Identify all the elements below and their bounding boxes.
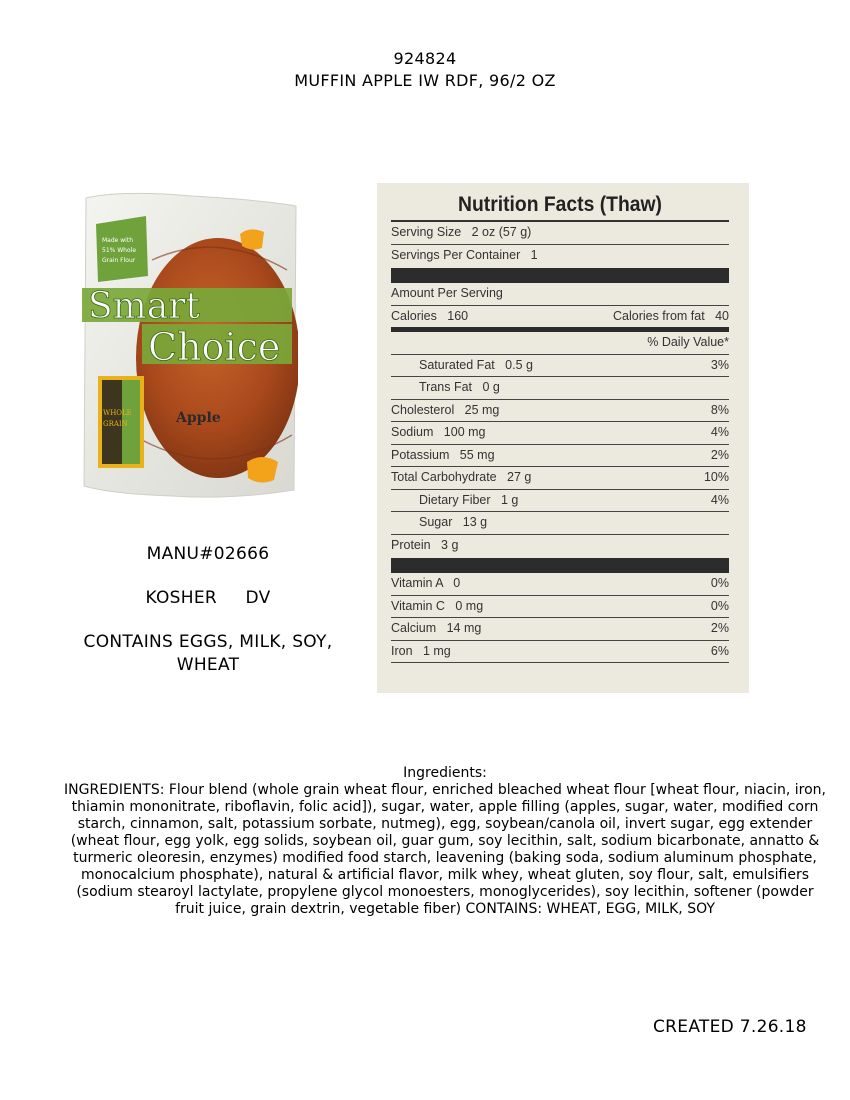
amount-per-serving: Amount Per Serving	[391, 286, 503, 300]
nutrient-row	[391, 617, 729, 640]
divider-bar	[391, 268, 729, 283]
nutrition-facts-panel	[377, 183, 749, 693]
nutrient-label: Sodium 100 mg	[391, 425, 486, 439]
nutrient-label: Vitamin A 0	[391, 576, 461, 590]
nutrient-row	[391, 511, 729, 534]
calories: Calories 160	[391, 308, 469, 323]
brand-text-smart: Smart	[88, 286, 200, 327]
nutrient-daily-value: 2%	[710, 447, 729, 462]
nutrient-daily-value: 10%	[703, 470, 729, 484]
nutrient-daily-value: 6%	[710, 643, 729, 658]
nutrient-daily-value: 4%	[710, 492, 729, 507]
nutrient-row	[391, 354, 729, 377]
calories-row	[391, 305, 729, 328]
whole-grain-stamp: WHOLE	[103, 409, 132, 417]
allergen-statement: CONTAINS EGGS, MILK, SOY, WHEAT	[83, 632, 333, 675]
nutrient-row	[391, 640, 729, 664]
nutrient-label: Trans Fat 0 g	[419, 380, 500, 394]
product-title: MUFFIN APPLE IW RDF, 96/2 OZ	[294, 71, 556, 90]
nutrient-label: Dietary Fiber 1 g	[419, 492, 519, 507]
nutrient-row	[391, 489, 729, 512]
brand-text-choice: Choice	[148, 325, 281, 369]
nutrient-daily-value: 8%	[710, 402, 729, 417]
dv-label: DV	[245, 588, 271, 608]
ingredients-text: INGREDIENTS: Flour blend (whole grain wheat flour, enriched bleached wheat flour [wheat flour, niacin, iron, thiamin mononitrate, riboflavin, folic acid]), sugar, water, apple filling (apples, sugar, water, modified corn starch, cinnamon, salt, potassium sorbate, nutmeg), egg, soybean/canola oil, invert sugar, egg extender (wheat flour, egg yolk, egg solids, soybean oil, guar gum, soy lecithin, salt, sodium bicarbonate, annatto & turmeric oleoresin, enzymes) modified food starch, leavening (baking soda, sodium aluminum phosphate, monocalcium phosphate), natural & artificial flavor, milk whey, wheat gluten, soy flour, salt, emulsifiers (sodium stearoyl lactylate, propylene glycol monoesters, monoglycerides), soy lecithin, softener (powder fruit juice, grain dextrin, vegetable fiber) CONTAINS: WHEAT, EGG, MILK, SOY	[64, 782, 826, 917]
calories-from-fat: Calories from fat 40	[612, 308, 729, 323]
nutrient-row	[391, 573, 729, 595]
nutrient-label: Iron 1 mg	[391, 643, 451, 658]
nutrient-label: Sugar 13 g	[419, 515, 488, 529]
nutrient-daily-value: 0%	[710, 598, 729, 613]
nutrient-row	[391, 595, 729, 618]
nutrient-row	[391, 466, 729, 489]
amount-per-serving-row	[391, 283, 729, 305]
nutrient-daily-value: 2%	[710, 621, 729, 635]
product-code: 924824	[393, 49, 457, 68]
nutrient-daily-value: 3%	[710, 357, 729, 372]
nutrient-label: Potassium 55 mg	[391, 447, 495, 462]
nutrient-label: Saturated Fat 0.5 g	[419, 357, 533, 372]
svg-text:Grain Flour: Grain Flour	[102, 257, 136, 264]
nutrient-label: Protein 3 g	[391, 537, 459, 552]
nutrient-row	[391, 444, 729, 467]
serving-size: Serving Size 2 oz (57 g)	[391, 225, 532, 239]
nutrient-row	[391, 376, 729, 399]
svg-text:GRAIN: GRAIN	[103, 420, 128, 428]
nutrient-label: Cholesterol 25 mg	[391, 402, 500, 417]
daily-value-header-row	[391, 332, 729, 354]
nutrient-row	[391, 399, 729, 422]
daily-value-header: % Daily Value*	[647, 335, 729, 349]
divider-bar	[391, 558, 729, 573]
nutrient-row	[391, 534, 729, 557]
ingredients-heading: Ingredients:	[403, 765, 487, 781]
nutrient-daily-value: 4%	[710, 425, 729, 439]
kosher-label: KOSHER	[145, 588, 217, 608]
nutrient-row	[391, 421, 729, 444]
nutrient-daily-value	[701, 377, 729, 399]
manufacturer-number: MANU#02666	[146, 544, 270, 564]
svg-text:51% Whole: 51% Whole	[102, 247, 137, 254]
flavor-label: Apple	[176, 410, 221, 426]
nutrient-label: Vitamin C 0 mg	[391, 598, 484, 613]
product-photo	[82, 190, 298, 502]
certification-line	[60, 588, 356, 608]
nutrient-daily-value	[701, 512, 729, 534]
whole-grain-badge-text: Made with	[102, 237, 133, 244]
nutrition-title: Nutrition Facts (Thaw)	[458, 193, 662, 216]
serving-size-row	[391, 220, 729, 244]
nutrient-label: Total Carbohydrate 27 g	[391, 470, 532, 484]
servings-per-container: Servings Per Container 1	[391, 247, 538, 262]
servings-per-container-row	[391, 244, 729, 267]
created-date: CREATED 7.26.18	[653, 1017, 807, 1037]
nutrient-daily-value: 0%	[710, 576, 729, 590]
nutrient-label: Calcium 14 mg	[391, 621, 482, 635]
